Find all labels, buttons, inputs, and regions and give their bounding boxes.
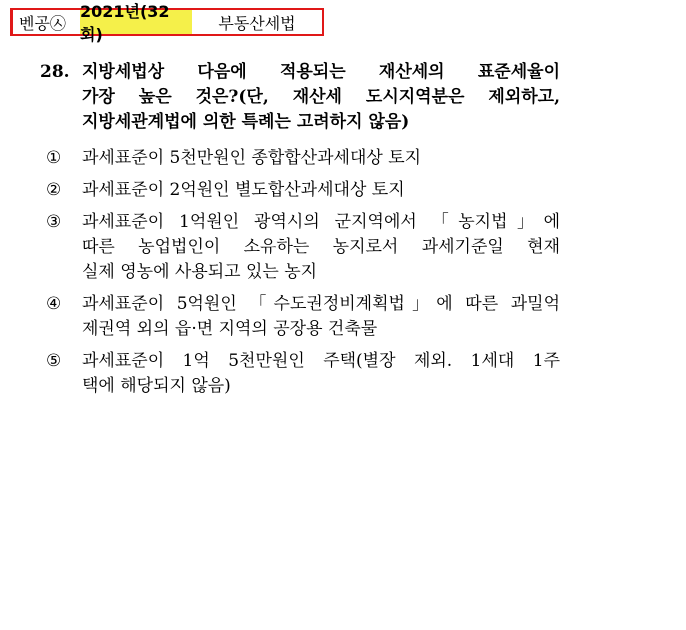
- option-2[interactable]: [46, 178, 560, 203]
- exam-header: [10, 2, 324, 44]
- option-text: [82, 178, 560, 203]
- option-text: [82, 349, 560, 399]
- option-text: [82, 146, 560, 171]
- answer-options: [46, 146, 560, 406]
- option-3[interactable]: [46, 210, 560, 285]
- option-line: 과세표준이 2억원인 별도합산과세대상 토지: [82, 180, 405, 200]
- question-number: 28.: [40, 62, 70, 82]
- exam-code: 벤공㉦: [10, 10, 80, 34]
- exam-year: 2021년(32회): [80, 10, 192, 34]
- option-line: 택에 해당되지 않음): [82, 376, 231, 396]
- option-line: 과세표준이 5억원인 「수도권정비계획법」에 따른 과밀억: [82, 294, 560, 314]
- question-line: 지방세관계법에 의한 특례는 고려하지 않음): [82, 112, 410, 132]
- option-4[interactable]: [46, 292, 560, 342]
- option-line: 과세표준이 5천만원인 종합합산과세대상 토지: [82, 148, 422, 168]
- exam-code-box: [10, 8, 80, 36]
- question: [40, 60, 560, 135]
- exam-year-box: [80, 2, 192, 44]
- option-line: 과세표준이 1억원인 광역시의 군지역에서 「농지법」에: [82, 212, 560, 232]
- option-marker: ②: [46, 180, 62, 200]
- option-line: 실제 영농에 사용되고 있는 농지: [82, 262, 318, 282]
- option-line: 제권역 외의 읍·면 지역의 공장용 건축물: [82, 319, 378, 339]
- option-marker: ⑤: [46, 351, 62, 371]
- exam-subject: 부동산세법: [192, 8, 324, 36]
- option-marker: ④: [46, 294, 62, 314]
- question-line: 지방세법상 다음에 적용되는 재산세의 표준세율이: [82, 62, 560, 82]
- option-text: [82, 210, 560, 285]
- option-marker: ③: [46, 212, 62, 232]
- option-marker: ①: [46, 148, 62, 168]
- option-1[interactable]: [46, 146, 560, 171]
- question-text: [82, 60, 560, 135]
- option-text: [82, 292, 560, 342]
- option-line: 따른 농업법인이 소유하는 농지로서 과세기준일 현재: [82, 237, 560, 257]
- option-line: 과세표준이 1억 5천만원인 주택(별장 제외. 1세대 1주: [82, 351, 560, 371]
- option-5[interactable]: [46, 349, 560, 399]
- question-line: 가장 높은 것은?(단, 재산세 도시지역분은 제외하고,: [82, 87, 560, 107]
